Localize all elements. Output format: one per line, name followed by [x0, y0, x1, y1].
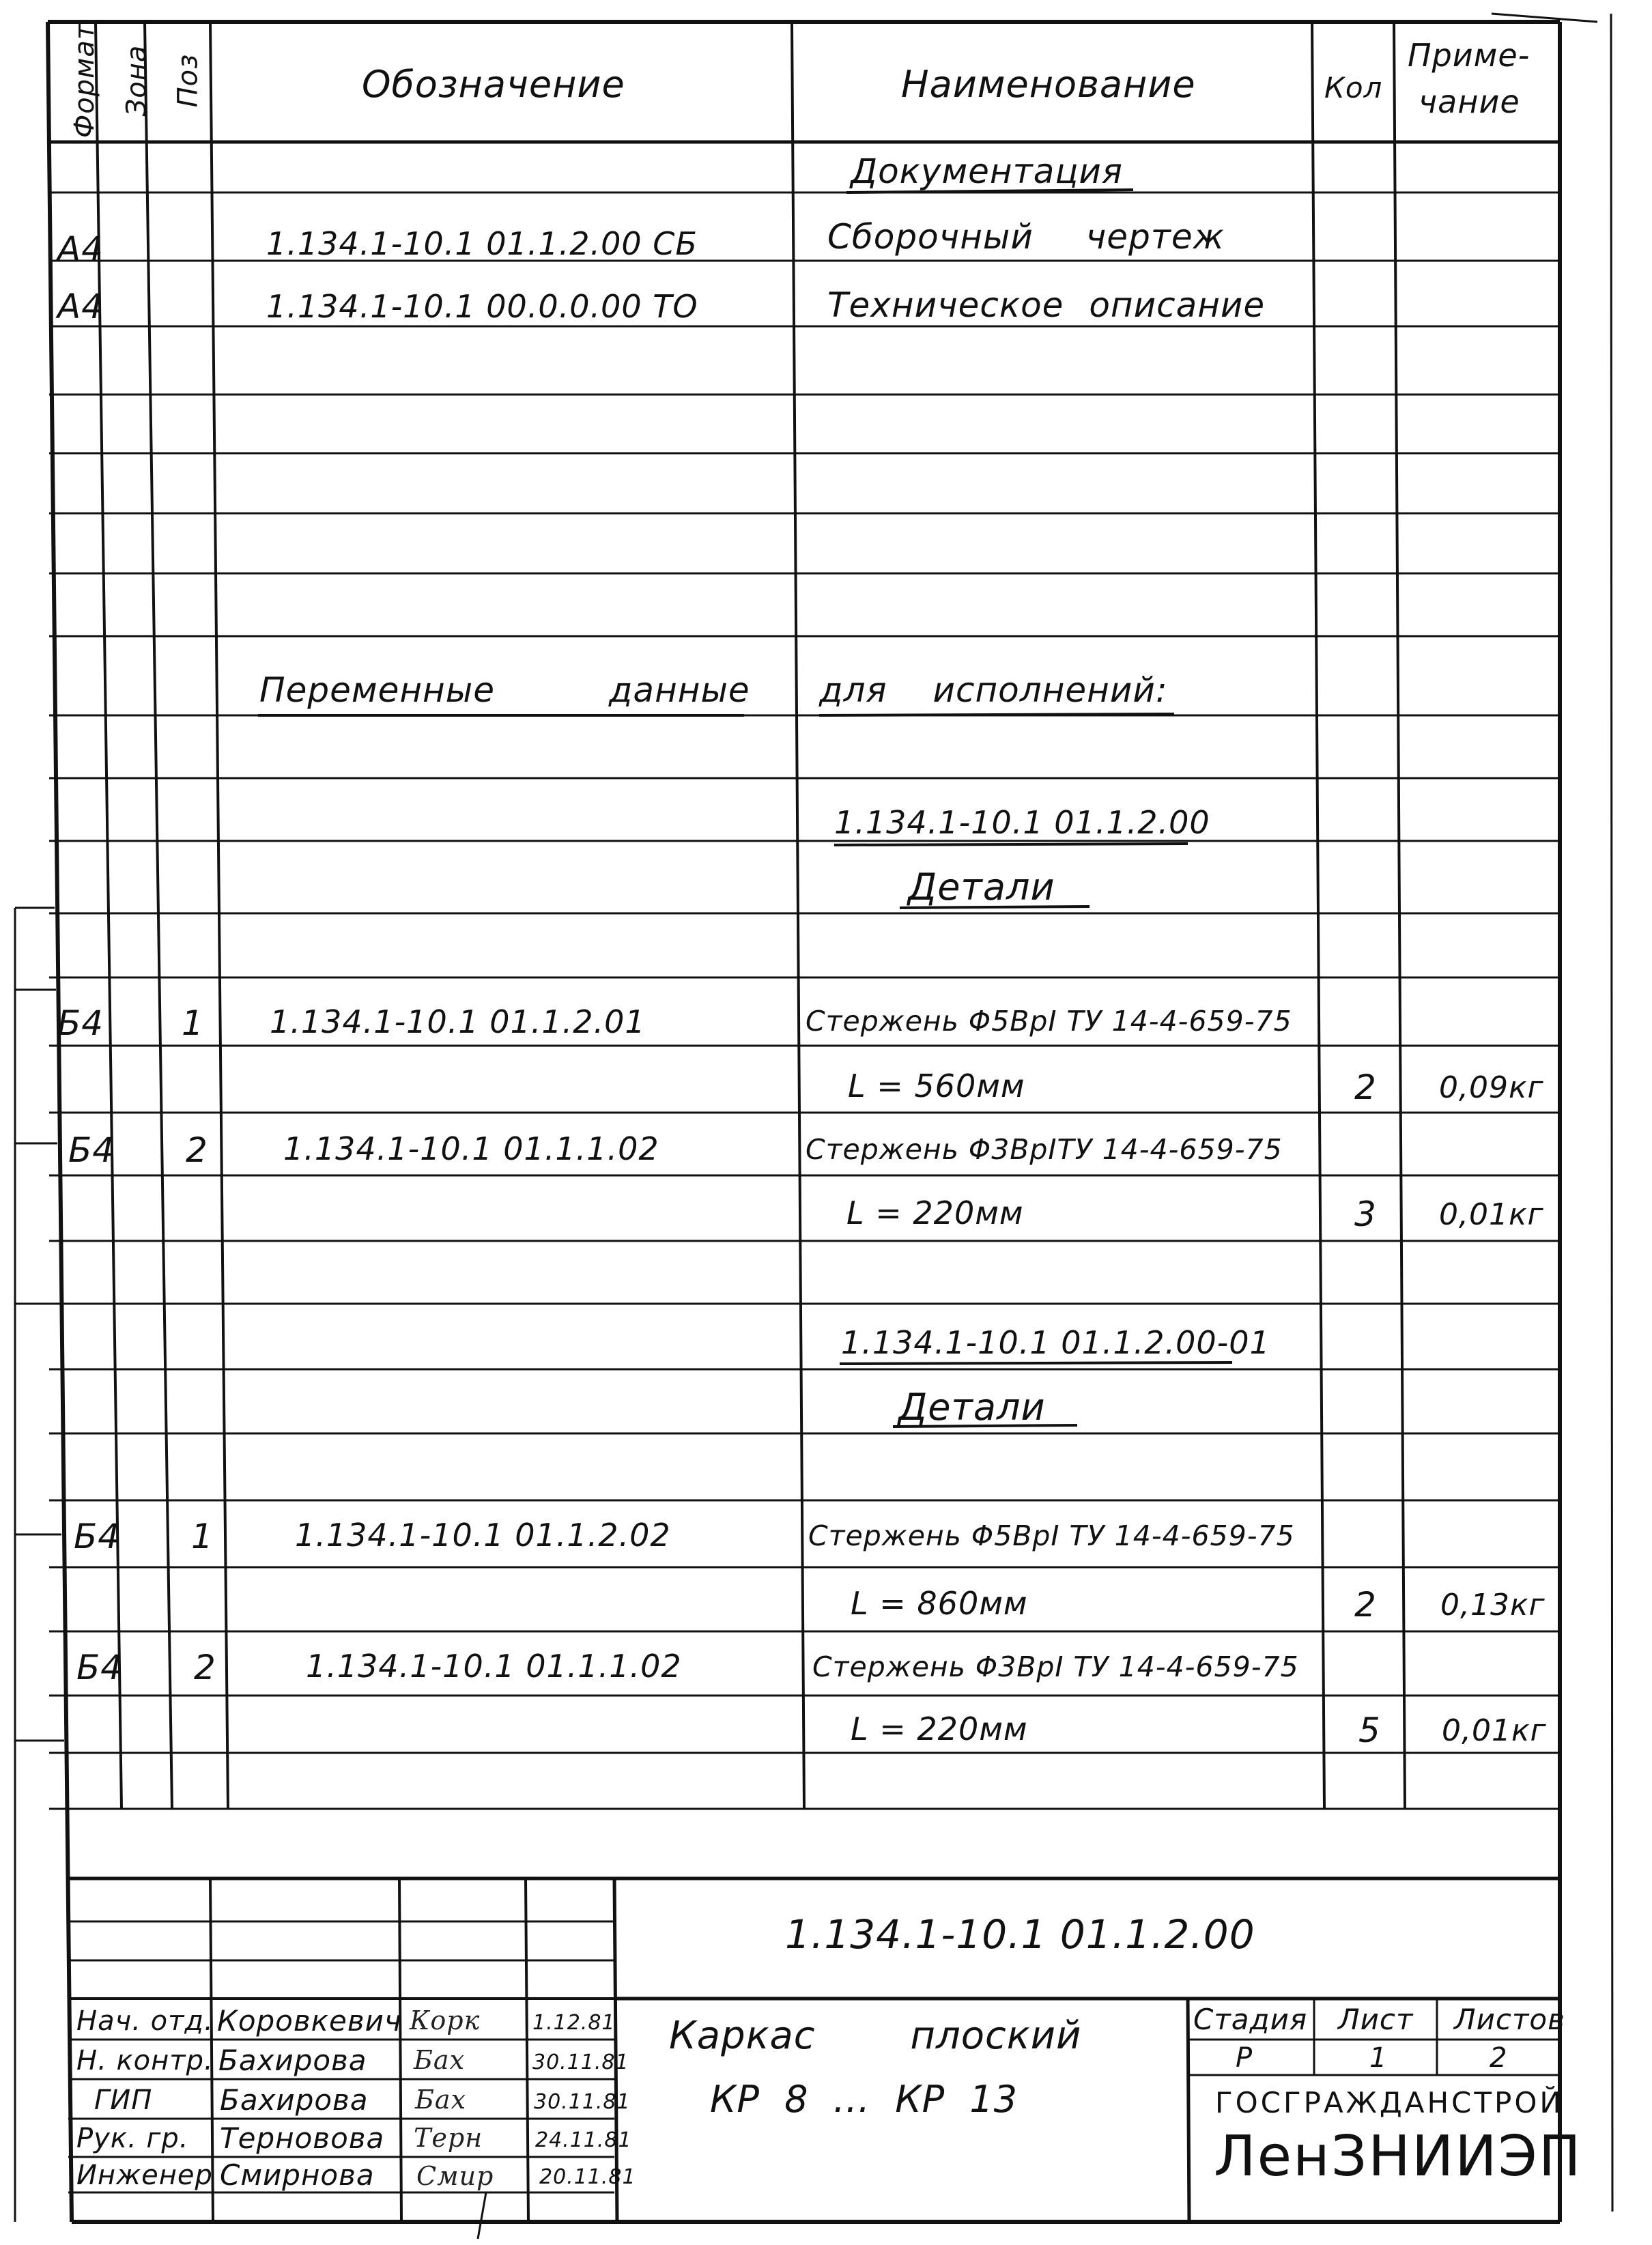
v2p2-designation: 1.134.1-10.1 01.1.1.02 — [306, 1648, 682, 1685]
v1p1-length: L = 560мм — [848, 1068, 1025, 1104]
staff-signature: Смир — [416, 2161, 494, 2191]
title-line1: Каркас плоский — [669, 2014, 1082, 2058]
v1p2-note: 0,01кг — [1439, 1197, 1544, 1232]
v2p2-note: 0,01кг — [1442, 1713, 1547, 1748]
header-pos: Поз — [172, 53, 204, 108]
org-institute: ЛенЗНИИЭП — [1214, 2124, 1582, 2189]
row1-name: Сборочный чертеж — [827, 217, 1225, 257]
row2-designation: 1.134.1-10.1 00.0.0.00 ТО — [266, 288, 698, 325]
header-name: Наименование — [901, 63, 1196, 106]
staff-signature: Терн — [414, 2123, 483, 2153]
v1p1-note: 0,09кг — [1439, 1070, 1544, 1105]
header-qty: Кол — [1324, 71, 1383, 104]
header-format: Формат — [69, 23, 101, 139]
v1p2-name: Стержень Φ3ВрIТУ 14-4-659-75 — [806, 1133, 1283, 1166]
row2-name: Техническое описание — [827, 285, 1266, 325]
staff-date: 20.11.81 — [539, 2165, 636, 2189]
v1p1-name: Стержень Φ5ВрI ТУ 14-4-659-75 — [806, 1005, 1292, 1038]
v1p1-pos: 1 — [182, 1003, 204, 1043]
row1-designation: 1.134.1-10.1 01.1.2.00 СБ — [266, 225, 698, 262]
v2p2-format: Б4 — [76, 1648, 124, 1687]
section-documentation: Документация — [851, 152, 1123, 191]
staff-date: 30.11.81 — [532, 2050, 629, 2074]
title-line2: КР 8 ... КР 13 — [710, 2078, 1019, 2121]
variant1-parts-heading: Детали — [908, 866, 1055, 909]
staff-role: Инженер — [76, 2160, 213, 2191]
header-note-line2: чание — [1419, 83, 1520, 120]
v1p2-designation: 1.134.1-10.1 01.1.1.02 — [283, 1130, 659, 1167]
v2p1-pos: 1 — [191, 1517, 214, 1556]
staff-signature: Бах — [414, 2045, 466, 2075]
staff-name: Коровкевич — [217, 2004, 402, 2037]
v2p1-length: L = 860мм — [851, 1585, 1028, 1622]
sheet-label: Лист — [1338, 2003, 1414, 2036]
variant1-code: 1.134.1-10.1 01.1.2.00 — [834, 804, 1210, 841]
staff-date: 24.11.81 — [535, 2128, 632, 2152]
staff-date: 30.11.81 — [534, 2090, 631, 2114]
staff-role: Рук. гр. — [76, 2123, 189, 2154]
sheets-value: 2 — [1490, 2042, 1508, 2074]
v1p2-qty: 3 — [1354, 1195, 1377, 1234]
staff-signature: Корк — [410, 2005, 481, 2035]
v1p2-pos: 2 — [186, 1130, 208, 1170]
staff-name: Бахирова — [218, 2044, 367, 2077]
v2p1-designation: 1.134.1-10.1 01.1.2.02 — [295, 1517, 671, 1554]
v2p2-name: Стержень Φ3ВрI ТУ 14-4-659-75 — [812, 1650, 1299, 1683]
v1p1-qty: 2 — [1354, 1068, 1377, 1107]
header-designation: Обозначение — [362, 63, 625, 106]
row2-format: А4 — [57, 287, 104, 326]
variant2-code: 1.134.1-10.1 01.1.2.00-01 — [841, 1324, 1270, 1361]
title-block-doc-code: 1.134.1-10.1 01.1.2.00 — [785, 1911, 1255, 1958]
row1-format: А4 — [57, 229, 104, 269]
v2p2-pos: 2 — [194, 1648, 216, 1687]
staff-role: ГИП — [94, 2085, 153, 2116]
v1p1-format: Б4 — [57, 1003, 104, 1043]
org-ministry: ГОСГРАЖДАНСТРОЙ — [1215, 2086, 1564, 2119]
v1p2-format: Б4 — [68, 1130, 115, 1170]
v1p1-designation: 1.134.1-10.1 01.1.2.01 — [270, 1003, 646, 1040]
staff-date: 1.12.81 — [532, 2011, 616, 2035]
variant2-parts-heading: Детали — [898, 1386, 1046, 1429]
stage-label: Стадия — [1193, 2003, 1308, 2036]
variable-data-right: для исполнений: — [819, 670, 1168, 710]
staff-role: Н. контр. — [76, 2045, 214, 2076]
variable-data-left: Переменные данные — [259, 670, 750, 710]
sheet-value: 1 — [1369, 2042, 1388, 2074]
header-note-line1: Приме- — [1408, 37, 1530, 74]
v2p1-name: Стержень Φ5ВрI ТУ 14-4-659-75 — [808, 1519, 1295, 1552]
staff-name: Бахирова — [220, 2083, 369, 2117]
v2p2-length: L = 220мм — [851, 1711, 1028, 1747]
sheets-label: Листов — [1454, 2003, 1565, 2036]
header-zone: Зона — [121, 44, 153, 117]
v2p2-qty: 5 — [1358, 1711, 1381, 1750]
staff-name: Терновова — [220, 2121, 385, 2155]
stage-value: Р — [1236, 2042, 1253, 2074]
staff-signature: Бах — [415, 2085, 467, 2115]
v1p2-length: L = 220мм — [846, 1195, 1024, 1231]
v2p1-note: 0,13кг — [1440, 1588, 1546, 1622]
staff-name: Смирнова — [220, 2158, 375, 2192]
staff-role: Нач. отд. — [76, 2005, 214, 2037]
v2p1-format: Б4 — [74, 1517, 121, 1556]
v2p1-qty: 2 — [1354, 1585, 1377, 1625]
